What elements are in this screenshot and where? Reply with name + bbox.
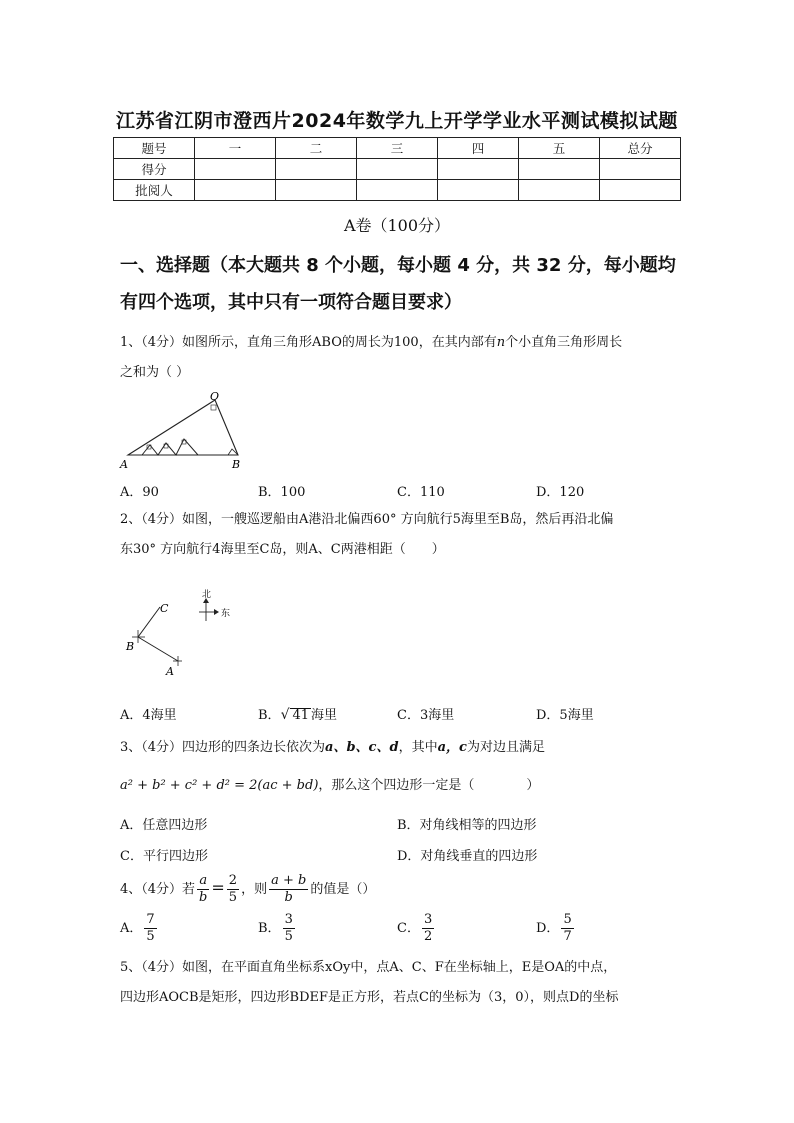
- q1-var: n: [496, 335, 506, 350]
- q4-line1: [120, 868, 685, 910]
- q4-option-fraction: [283, 912, 295, 945]
- q5-line2: 四边形AOCB是矩形，四边形BDEF是正方形，若点C的坐标为（3，0），则点D的坐标: [120, 990, 619, 1005]
- sqrt-symbol-icon: √: [280, 707, 290, 723]
- score-table-header-row: [114, 138, 681, 159]
- score-table-cell: 题号: [114, 138, 195, 159]
- q4-option-b[interactable]: [258, 912, 297, 945]
- score-cell-empty: [357, 159, 438, 180]
- score-cell-empty: [195, 180, 276, 201]
- q2-option-a[interactable]: A．4海里: [120, 708, 177, 723]
- q4-text: 4、（4分）若: [120, 882, 196, 897]
- q4-fraction-apb-over-b: [269, 873, 308, 906]
- q4-option-fraction: [561, 912, 573, 945]
- q2-option-b-label: B．: [258, 708, 281, 723]
- q2-label-c: C: [160, 602, 169, 615]
- fraction-numerator: 3: [423, 912, 433, 927]
- q3-line2: [120, 771, 685, 801]
- compass-east-label: 东: [221, 609, 231, 619]
- compass-north-label: 北: [202, 590, 212, 600]
- score-cell-empty: [195, 159, 276, 180]
- q2-option-b-unit: 海里: [311, 708, 338, 723]
- q2-line2: 东30° 方向航行4海里至C岛，则A、C两港相距（ ）: [120, 542, 445, 557]
- q2-segment-bc: [138, 607, 160, 637]
- fraction-denominator: 5: [284, 929, 293, 944]
- score-table-cell: 批阅人: [114, 180, 195, 201]
- score-table: [113, 137, 681, 201]
- q1-text: 1、（4分）如图所示，直角三角形ABO的周长为100，在其内部有: [120, 335, 497, 350]
- score-cell-empty: [519, 159, 600, 180]
- q4-option-label: D．: [536, 921, 560, 936]
- q2-label-a: A: [166, 665, 174, 678]
- score-cell-empty: [600, 159, 681, 180]
- q4-text: ，则: [241, 882, 268, 897]
- q3-text: 为对边且满足: [466, 740, 545, 755]
- q2-line1: 2、（4分）如图，一艘巡逻船由A港沿北偏西60° 方向航行5海里至B岛，然后再沿北偏: [120, 512, 614, 527]
- q2-option-b[interactable]: [258, 704, 337, 723]
- q1-option-a[interactable]: A．90: [120, 485, 159, 500]
- q1-figure: [118, 388, 258, 473]
- q3-option-d[interactable]: D．对角线垂直的四边形: [397, 849, 538, 864]
- q4-option-label: B．: [258, 921, 281, 936]
- q2-figure: [118, 585, 248, 680]
- q1-label-o: O: [210, 390, 220, 403]
- q1-label-a: A: [120, 458, 128, 471]
- score-table-cell: 得分: [114, 159, 195, 180]
- section-1-heading-line1: 一、选择题（本大题共 8 个小题，每小题 4 分，共 32 分，每小题均: [120, 255, 676, 276]
- fraction-denominator: 5: [146, 929, 155, 944]
- q4-option-d[interactable]: [536, 912, 576, 945]
- score-table-cell: 四: [438, 138, 519, 159]
- fraction-numerator: 7: [146, 912, 155, 927]
- fraction-denominator: 5: [228, 890, 238, 905]
- q3-pair: a，c: [437, 740, 467, 755]
- fraction-numerator: a + b: [271, 873, 307, 888]
- q2-label-b: B: [126, 640, 135, 653]
- q4-equals: =: [211, 878, 225, 897]
- q1-option-b[interactable]: B．100: [258, 485, 306, 500]
- q3-option-c[interactable]: C．平行四边形: [120, 849, 208, 864]
- q4-fraction-2-over-5: [227, 873, 239, 906]
- q3-option-a[interactable]: A．任意四边形: [120, 818, 208, 833]
- score-cell-empty: [600, 180, 681, 201]
- section-1-heading-line2: 有四个选项，其中只有一项符合题目要求）: [120, 292, 462, 313]
- q1-text: 个小直角三角形周长: [505, 335, 623, 350]
- fraction-numerator: 3: [284, 912, 293, 927]
- q1-option-d[interactable]: D．120: [536, 485, 585, 500]
- q1-option-c[interactable]: C．110: [397, 485, 445, 500]
- q3-line1: [120, 733, 685, 763]
- fraction-denominator: b: [284, 890, 293, 905]
- fraction-denominator: b: [199, 890, 208, 905]
- q4-text: 的值是（）: [310, 882, 376, 897]
- score-table-cell: 二: [276, 138, 357, 159]
- q4-option-fraction: [422, 912, 434, 945]
- q4-option-fraction: [144, 912, 156, 945]
- score-cell-empty: [276, 159, 357, 180]
- q3-text: ，那么这个四边形一定是（ ）: [318, 778, 540, 793]
- q4-option-a[interactable]: [120, 912, 159, 945]
- q2-option-b-radicand: 41: [292, 708, 310, 723]
- score-table-row: [114, 159, 681, 180]
- score-table-cell: 三: [357, 138, 438, 159]
- score-table-cell: 一: [195, 138, 276, 159]
- fraction-denominator: 7: [563, 929, 572, 944]
- fraction-denominator: 2: [423, 929, 433, 944]
- q2-option-d[interactable]: D．5海里: [536, 708, 594, 723]
- q1-right-angle-mark: [211, 405, 216, 410]
- q1-line1: [120, 328, 685, 358]
- q4-option-c[interactable]: [397, 912, 436, 945]
- q4-option-label: C．: [397, 921, 420, 936]
- score-table-cell: 五: [519, 138, 600, 159]
- q1-label-b: B: [232, 458, 241, 471]
- q5-line1: 5、（4分）如图，在平面直角坐标系xOy中，点A、C、F在坐标轴上，E是OA的中点，: [120, 960, 617, 975]
- q1-big-triangle: [128, 400, 238, 455]
- score-cell-empty: [438, 180, 519, 201]
- score-cell-empty: [276, 180, 357, 201]
- q3-text: ，其中: [398, 740, 438, 755]
- q3-equation: a² + b² + c² + d² = 2(ac + bd): [120, 778, 319, 793]
- q1-line2: 之和为（ ）: [120, 365, 190, 380]
- score-cell-empty: [357, 180, 438, 201]
- q3-option-b[interactable]: B．对角线相等的四边形: [397, 818, 537, 833]
- q4-option-label: A．: [120, 921, 143, 936]
- q4-fraction-a-over-b: [197, 873, 209, 906]
- score-table-cell: 总分: [600, 138, 681, 159]
- q2-option-c[interactable]: C．3海里: [397, 708, 455, 723]
- fraction-numerator: 5: [563, 912, 572, 927]
- q2-segment-ba: [138, 637, 178, 661]
- score-table-row: [114, 180, 681, 201]
- score-cell-empty: [438, 159, 519, 180]
- compass-east-arrow-icon: [214, 609, 219, 615]
- fraction-numerator: 2: [228, 873, 238, 888]
- score-cell-empty: [519, 180, 600, 201]
- exam-title: 江苏省江阴市澄西片2024年数学九上开学学业水平测试模拟试题: [116, 110, 678, 132]
- q3-vars: a、b、c、d: [325, 740, 399, 755]
- section-a-heading: A卷（100分）: [343, 216, 451, 235]
- fraction-numerator: a: [197, 873, 209, 890]
- q3-text: 3、（4分）四边形的四条边长依次为: [120, 740, 326, 755]
